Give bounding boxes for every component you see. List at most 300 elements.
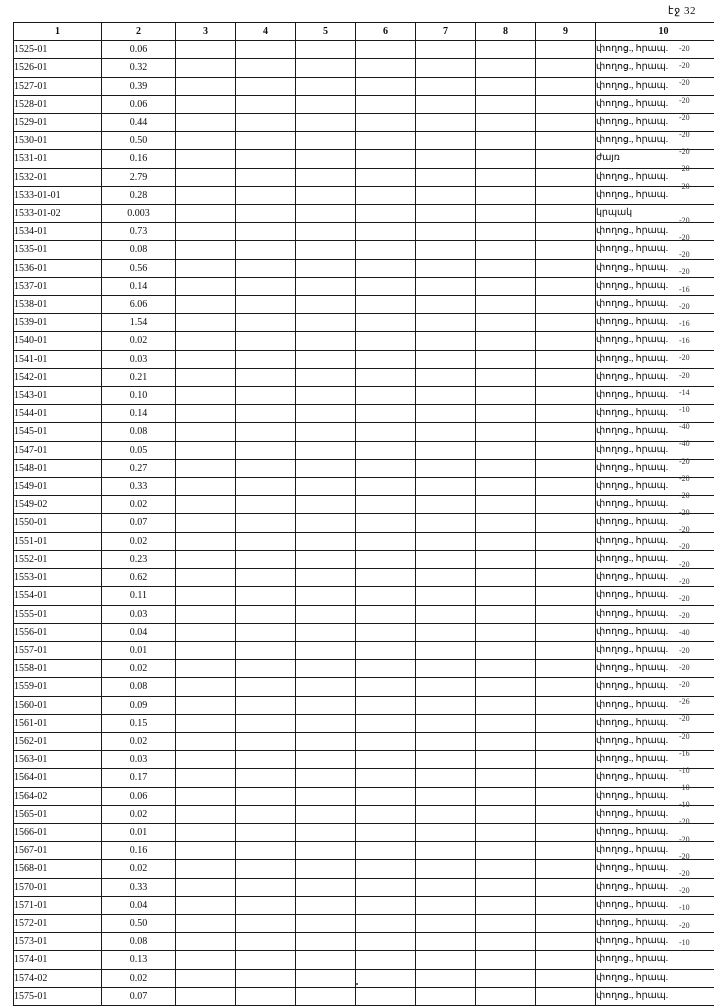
table-row bbox=[14, 314, 714, 332]
margin-note: -14 bbox=[679, 384, 713, 401]
cell-value: 0.28 bbox=[102, 186, 176, 204]
cell-empty-8 bbox=[476, 314, 536, 332]
cell-code: 1549-01 bbox=[14, 478, 102, 496]
cell-empty-4 bbox=[236, 441, 296, 459]
cell-empty-7 bbox=[416, 678, 476, 696]
cell-empty-7 bbox=[416, 969, 476, 987]
margin-note: -20 bbox=[679, 246, 713, 263]
cell-value: 0.01 bbox=[102, 823, 176, 841]
margin-note: -20 bbox=[679, 160, 713, 177]
margin-note: -26 bbox=[679, 693, 713, 710]
margin-note: -20 bbox=[679, 57, 713, 74]
column-header-9: 9 bbox=[536, 23, 596, 41]
cell-empty-8 bbox=[476, 969, 536, 987]
cell-note: փողոց., հրապ. bbox=[596, 914, 714, 932]
cell-code: 1557-01 bbox=[14, 641, 102, 659]
cell-value: 0.11 bbox=[102, 587, 176, 605]
cell-empty-3 bbox=[176, 314, 236, 332]
cell-empty-5 bbox=[296, 150, 356, 168]
cell-code: 1553-01 bbox=[14, 569, 102, 587]
cell-empty-8 bbox=[476, 914, 536, 932]
cell-code: 1538-01 bbox=[14, 296, 102, 314]
cell-code: 1528-01 bbox=[14, 95, 102, 113]
table-row bbox=[14, 933, 714, 951]
cell-code: 1550-01 bbox=[14, 514, 102, 532]
cell-value: 0.03 bbox=[102, 605, 176, 623]
cell-code: 1531-01 bbox=[14, 150, 102, 168]
cell-empty-3 bbox=[176, 605, 236, 623]
cell-value: 0.07 bbox=[102, 987, 176, 1005]
margin-note: -20 bbox=[679, 573, 713, 590]
table-row bbox=[14, 332, 714, 350]
margin-note: -20 bbox=[679, 728, 713, 745]
cell-empty-4 bbox=[236, 878, 296, 896]
cell-empty-5 bbox=[296, 41, 356, 59]
cell-code: 1575-01 bbox=[14, 987, 102, 1005]
cell-empty-6 bbox=[356, 823, 416, 841]
cell-empty-5 bbox=[296, 186, 356, 204]
cell-value: 0.05 bbox=[102, 441, 176, 459]
cell-empty-6 bbox=[356, 678, 416, 696]
cell-value: 0.23 bbox=[102, 550, 176, 568]
table-row bbox=[14, 405, 714, 423]
cell-empty-3 bbox=[176, 95, 236, 113]
cell-empty-7 bbox=[416, 296, 476, 314]
cell-code: 1556-01 bbox=[14, 623, 102, 641]
table-row bbox=[14, 842, 714, 860]
cell-note: փողոց., հրապ. bbox=[596, 641, 714, 659]
table-row bbox=[14, 751, 714, 769]
cell-empty-9 bbox=[536, 914, 596, 932]
cell-empty-3 bbox=[176, 987, 236, 1005]
table-row bbox=[14, 368, 714, 386]
table-row bbox=[14, 496, 714, 514]
cell-empty-8 bbox=[476, 660, 536, 678]
cell-empty-9 bbox=[536, 77, 596, 95]
cell-empty-3 bbox=[176, 732, 236, 750]
cell-empty-6 bbox=[356, 878, 416, 896]
cell-empty-5 bbox=[296, 714, 356, 732]
cell-value: 0.02 bbox=[102, 496, 176, 514]
cell-empty-4 bbox=[236, 732, 296, 750]
cell-empty-6 bbox=[356, 368, 416, 386]
table-row bbox=[14, 660, 714, 678]
cell-empty-6 bbox=[356, 277, 416, 295]
cell-empty-9 bbox=[536, 205, 596, 223]
cell-code: 1571-01 bbox=[14, 896, 102, 914]
margin-note: -20 bbox=[679, 126, 713, 143]
cell-empty-9 bbox=[536, 223, 596, 241]
cell-empty-5 bbox=[296, 514, 356, 532]
cell-note: փողոց., հրապ. bbox=[596, 314, 714, 332]
column-header-1: 1 bbox=[14, 23, 102, 41]
cell-empty-6 bbox=[356, 387, 416, 405]
cell-empty-6 bbox=[356, 587, 416, 605]
cell-empty-7 bbox=[416, 896, 476, 914]
cell-empty-3 bbox=[176, 332, 236, 350]
table-row bbox=[14, 168, 714, 186]
cell-empty-8 bbox=[476, 678, 536, 696]
column-header-3: 3 bbox=[176, 23, 236, 41]
cell-value: 0.02 bbox=[102, 805, 176, 823]
cell-empty-3 bbox=[176, 878, 236, 896]
cell-empty-6 bbox=[356, 241, 416, 259]
cell-empty-6 bbox=[356, 969, 416, 987]
cell-empty-5 bbox=[296, 459, 356, 477]
table-row bbox=[14, 478, 714, 496]
cell-empty-7 bbox=[416, 714, 476, 732]
cell-empty-6 bbox=[356, 496, 416, 514]
cell-empty-4 bbox=[236, 478, 296, 496]
cell-value: 0.04 bbox=[102, 623, 176, 641]
cell-empty-7 bbox=[416, 732, 476, 750]
margin-note: -20 bbox=[679, 143, 713, 160]
cell-empty-8 bbox=[476, 605, 536, 623]
cell-empty-9 bbox=[536, 387, 596, 405]
cell-empty-4 bbox=[236, 223, 296, 241]
table-row bbox=[14, 550, 714, 568]
cell-empty-6 bbox=[356, 732, 416, 750]
cell-empty-6 bbox=[356, 41, 416, 59]
table-row bbox=[14, 569, 714, 587]
cell-note: փողոց., հրապ. bbox=[596, 387, 714, 405]
table-row bbox=[14, 641, 714, 659]
cell-note: փողոց., հրապ. bbox=[596, 241, 714, 259]
cell-empty-4 bbox=[236, 241, 296, 259]
cell-empty-7 bbox=[416, 933, 476, 951]
cell-empty-3 bbox=[176, 186, 236, 204]
cell-empty-4 bbox=[236, 587, 296, 605]
cell-empty-4 bbox=[236, 951, 296, 969]
cell-value: 0.73 bbox=[102, 223, 176, 241]
cell-code: 1574-01 bbox=[14, 951, 102, 969]
cell-note: փողոց., հրապ. bbox=[596, 732, 714, 750]
cell-value: 0.33 bbox=[102, 478, 176, 496]
cell-empty-8 bbox=[476, 987, 536, 1005]
cell-note: փողոց., հրապ. bbox=[596, 987, 714, 1005]
cell-empty-5 bbox=[296, 969, 356, 987]
cell-empty-3 bbox=[176, 241, 236, 259]
cell-note: փողոց., հրապ. bbox=[596, 550, 714, 568]
cell-empty-6 bbox=[356, 641, 416, 659]
cell-empty-5 bbox=[296, 678, 356, 696]
cell-value: 0.15 bbox=[102, 714, 176, 732]
cell-empty-4 bbox=[236, 95, 296, 113]
table-row bbox=[14, 350, 714, 368]
cell-empty-6 bbox=[356, 205, 416, 223]
cell-empty-6 bbox=[356, 259, 416, 277]
cell-empty-8 bbox=[476, 550, 536, 568]
table-row bbox=[14, 296, 714, 314]
margin-note: -20 bbox=[679, 865, 713, 882]
cell-empty-9 bbox=[536, 532, 596, 550]
cell-empty-7 bbox=[416, 478, 476, 496]
cell-empty-7 bbox=[416, 332, 476, 350]
cell-code: 1568-01 bbox=[14, 860, 102, 878]
margin-note: -10 bbox=[679, 762, 713, 779]
cell-value: 0.08 bbox=[102, 678, 176, 696]
cell-empty-4 bbox=[236, 896, 296, 914]
cell-empty-7 bbox=[416, 550, 476, 568]
cell-value: 0.44 bbox=[102, 114, 176, 132]
cell-note: փողոց., հրապ. bbox=[596, 751, 714, 769]
cell-empty-5 bbox=[296, 623, 356, 641]
cell-empty-4 bbox=[236, 150, 296, 168]
margin-note: -20 bbox=[679, 676, 713, 693]
cell-code: 1529-01 bbox=[14, 114, 102, 132]
cell-value: 0.06 bbox=[102, 41, 176, 59]
cell-note: փողոց., հրապ. bbox=[596, 787, 714, 805]
column-header-7: 7 bbox=[416, 23, 476, 41]
cell-empty-6 bbox=[356, 605, 416, 623]
margin-note: -20 bbox=[679, 848, 713, 865]
cell-empty-7 bbox=[416, 842, 476, 860]
cell-empty-8 bbox=[476, 350, 536, 368]
cell-empty-3 bbox=[176, 478, 236, 496]
cell-empty-5 bbox=[296, 569, 356, 587]
cell-empty-3 bbox=[176, 59, 236, 77]
cell-value: 0.21 bbox=[102, 368, 176, 386]
table-row bbox=[14, 878, 714, 896]
cell-empty-7 bbox=[416, 641, 476, 659]
margin-note: -20 bbox=[679, 40, 713, 57]
cell-empty-4 bbox=[236, 987, 296, 1005]
cell-note: փողոց., հրապ. bbox=[596, 405, 714, 423]
cell-empty-7 bbox=[416, 223, 476, 241]
cell-value: 0.50 bbox=[102, 914, 176, 932]
cell-empty-4 bbox=[236, 787, 296, 805]
cell-value: 0.03 bbox=[102, 751, 176, 769]
cell-empty-4 bbox=[236, 714, 296, 732]
margin-note: -20 bbox=[679, 917, 713, 934]
cell-empty-5 bbox=[296, 587, 356, 605]
cell-empty-3 bbox=[176, 259, 236, 277]
column-header-8: 8 bbox=[476, 23, 536, 41]
cell-empty-6 bbox=[356, 186, 416, 204]
cell-empty-8 bbox=[476, 878, 536, 896]
cell-value: 0.02 bbox=[102, 860, 176, 878]
table-row bbox=[14, 459, 714, 477]
cell-empty-9 bbox=[536, 623, 596, 641]
table-row bbox=[14, 969, 714, 987]
cell-value: 0.16 bbox=[102, 150, 176, 168]
cell-empty-7 bbox=[416, 823, 476, 841]
margin-note: -10 bbox=[679, 796, 713, 813]
margin-note: -20 bbox=[679, 92, 713, 109]
cell-empty-9 bbox=[536, 259, 596, 277]
cell-empty-7 bbox=[416, 987, 476, 1005]
cell-note: փողոց., հրապ. bbox=[596, 132, 714, 150]
cell-empty-9 bbox=[536, 59, 596, 77]
cell-empty-7 bbox=[416, 951, 476, 969]
margin-note: -20 bbox=[679, 470, 713, 487]
cell-empty-7 bbox=[416, 205, 476, 223]
cell-empty-9 bbox=[536, 951, 596, 969]
margin-note: -40 bbox=[679, 624, 713, 641]
cell-empty-5 bbox=[296, 296, 356, 314]
cell-empty-7 bbox=[416, 660, 476, 678]
cell-empty-6 bbox=[356, 860, 416, 878]
cell-empty-5 bbox=[296, 241, 356, 259]
margin-note: -20 bbox=[679, 298, 713, 315]
cell-value: 0.17 bbox=[102, 769, 176, 787]
cell-empty-4 bbox=[236, 933, 296, 951]
cell-empty-4 bbox=[236, 296, 296, 314]
cell-empty-9 bbox=[536, 168, 596, 186]
cell-code: 1567-01 bbox=[14, 842, 102, 860]
cell-empty-4 bbox=[236, 569, 296, 587]
cell-empty-9 bbox=[536, 550, 596, 568]
cell-empty-7 bbox=[416, 496, 476, 514]
cell-note: փողոց., հրապ. bbox=[596, 423, 714, 441]
margin-note: -10 bbox=[679, 899, 713, 916]
cell-empty-3 bbox=[176, 641, 236, 659]
cell-empty-9 bbox=[536, 987, 596, 1005]
cell-code: 1551-01 bbox=[14, 532, 102, 550]
cell-value: 0.04 bbox=[102, 896, 176, 914]
table-row bbox=[14, 787, 714, 805]
cell-empty-4 bbox=[236, 769, 296, 787]
page-label: էջ 32 bbox=[668, 4, 696, 17]
cell-empty-6 bbox=[356, 332, 416, 350]
cell-empty-8 bbox=[476, 387, 536, 405]
cell-note: կրպակ bbox=[596, 205, 714, 223]
margin-note: -20 bbox=[679, 882, 713, 899]
cell-note: փողոց., հրապ. bbox=[596, 896, 714, 914]
table-row bbox=[14, 132, 714, 150]
cell-empty-4 bbox=[236, 168, 296, 186]
cell-empty-9 bbox=[536, 441, 596, 459]
cell-note: փողոց., հրապ. bbox=[596, 933, 714, 951]
cell-empty-8 bbox=[476, 77, 536, 95]
cell-empty-8 bbox=[476, 205, 536, 223]
cell-empty-9 bbox=[536, 878, 596, 896]
cell-value: 0.06 bbox=[102, 95, 176, 113]
margin-note: -16 bbox=[679, 315, 713, 332]
cell-empty-9 bbox=[536, 114, 596, 132]
cell-empty-6 bbox=[356, 769, 416, 787]
table-row bbox=[14, 805, 714, 823]
cell-empty-8 bbox=[476, 496, 536, 514]
cell-empty-8 bbox=[476, 405, 536, 423]
cell-empty-6 bbox=[356, 168, 416, 186]
cell-value: 0.02 bbox=[102, 969, 176, 987]
cell-empty-4 bbox=[236, 277, 296, 295]
cell-empty-4 bbox=[236, 532, 296, 550]
cell-empty-5 bbox=[296, 769, 356, 787]
cell-empty-8 bbox=[476, 114, 536, 132]
cell-empty-8 bbox=[476, 623, 536, 641]
cell-value: 0.02 bbox=[102, 332, 176, 350]
cell-note: փողոց., հրապ. bbox=[596, 114, 714, 132]
cell-empty-8 bbox=[476, 150, 536, 168]
cell-empty-4 bbox=[236, 186, 296, 204]
cell-empty-7 bbox=[416, 860, 476, 878]
cell-empty-8 bbox=[476, 259, 536, 277]
cell-value: 0.62 bbox=[102, 569, 176, 587]
cell-value: 0.14 bbox=[102, 277, 176, 295]
cell-empty-7 bbox=[416, 259, 476, 277]
cell-empty-9 bbox=[536, 459, 596, 477]
cell-empty-4 bbox=[236, 823, 296, 841]
cell-empty-4 bbox=[236, 405, 296, 423]
cell-empty-3 bbox=[176, 496, 236, 514]
cell-empty-3 bbox=[176, 41, 236, 59]
cell-note: փողոց., հրապ. bbox=[596, 332, 714, 350]
cell-empty-5 bbox=[296, 405, 356, 423]
cell-empty-3 bbox=[176, 441, 236, 459]
cell-empty-7 bbox=[416, 751, 476, 769]
cell-empty-3 bbox=[176, 623, 236, 641]
cell-note: փողոց., հրապ. bbox=[596, 77, 714, 95]
cell-empty-5 bbox=[296, 823, 356, 841]
cell-empty-8 bbox=[476, 277, 536, 295]
margin-note: -20 bbox=[679, 229, 713, 246]
cell-empty-8 bbox=[476, 951, 536, 969]
cell-empty-3 bbox=[176, 423, 236, 441]
cell-empty-3 bbox=[176, 150, 236, 168]
cell-empty-7 bbox=[416, 914, 476, 932]
cell-empty-4 bbox=[236, 368, 296, 386]
table-body bbox=[14, 41, 714, 1006]
cell-note: փողոց., հրապ. bbox=[596, 478, 714, 496]
cell-empty-6 bbox=[356, 914, 416, 932]
table-row bbox=[14, 623, 714, 641]
cell-value: 0.50 bbox=[102, 132, 176, 150]
margin-note: -20 bbox=[679, 538, 713, 555]
cell-note: փողոց., հրապ. bbox=[596, 368, 714, 386]
cell-empty-6 bbox=[356, 459, 416, 477]
cell-empty-6 bbox=[356, 714, 416, 732]
cell-empty-5 bbox=[296, 805, 356, 823]
cell-empty-3 bbox=[176, 805, 236, 823]
cell-note: փողոց., հրապ. bbox=[596, 805, 714, 823]
cell-code: 1527-01 bbox=[14, 77, 102, 95]
table-row bbox=[14, 59, 714, 77]
cell-empty-3 bbox=[176, 842, 236, 860]
cell-empty-7 bbox=[416, 77, 476, 95]
table-row bbox=[14, 896, 714, 914]
page-artifact-dot bbox=[356, 983, 358, 985]
cell-empty-9 bbox=[536, 405, 596, 423]
table-row bbox=[14, 696, 714, 714]
cell-empty-8 bbox=[476, 41, 536, 59]
cell-empty-3 bbox=[176, 296, 236, 314]
cell-note: փողոց., հրապ. bbox=[596, 532, 714, 550]
cell-empty-4 bbox=[236, 314, 296, 332]
cell-code: 1543-01 bbox=[14, 387, 102, 405]
cell-empty-7 bbox=[416, 114, 476, 132]
cell-empty-7 bbox=[416, 805, 476, 823]
cell-empty-8 bbox=[476, 95, 536, 113]
cell-empty-3 bbox=[176, 550, 236, 568]
cell-value: 0.39 bbox=[102, 77, 176, 95]
cell-code: 1573-01 bbox=[14, 933, 102, 951]
cell-empty-9 bbox=[536, 277, 596, 295]
margin-note: -20 bbox=[679, 710, 713, 727]
cell-value: 2.79 bbox=[102, 168, 176, 186]
cell-empty-3 bbox=[176, 660, 236, 678]
cell-note: փողոց., հրապ. bbox=[596, 860, 714, 878]
cell-empty-9 bbox=[536, 933, 596, 951]
cell-empty-7 bbox=[416, 532, 476, 550]
cell-empty-6 bbox=[356, 550, 416, 568]
cell-empty-7 bbox=[416, 605, 476, 623]
cell-empty-6 bbox=[356, 95, 416, 113]
cell-empty-8 bbox=[476, 459, 536, 477]
margin-annotations bbox=[679, 22, 713, 951]
cell-empty-9 bbox=[536, 787, 596, 805]
